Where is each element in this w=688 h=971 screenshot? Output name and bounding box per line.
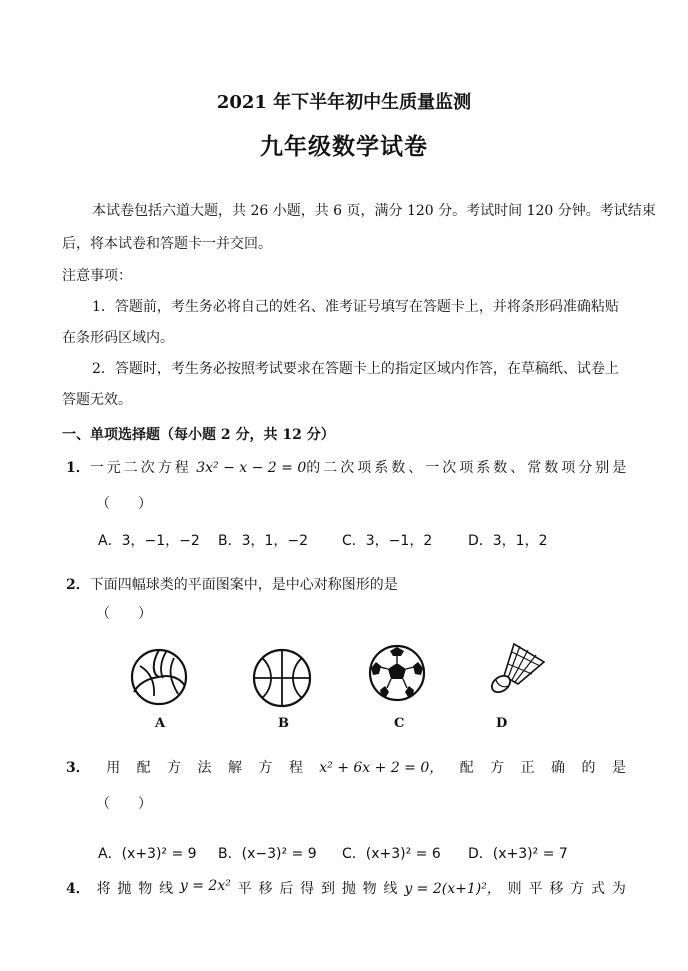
question-1-option-b: B．3，1，−2	[218, 533, 309, 549]
question-3-option-b: B．(x−3)² = 9	[218, 846, 317, 862]
question-3-word: 确	[551, 760, 566, 776]
note-2-line-2: 答题无效。	[62, 392, 132, 408]
question-1-number: 1．	[66, 460, 90, 476]
question-4-word: 抛	[117, 881, 132, 897]
question-3-word: 程	[288, 760, 303, 776]
question-1-text-after: 的二次项系数、一次项系数、常数项分别是	[306, 460, 630, 476]
question-4-word: 线	[159, 881, 174, 897]
question-4-word: 线	[383, 881, 398, 897]
question-3-word: 方	[167, 760, 182, 776]
question-4-word: 到	[321, 881, 335, 897]
question-3-equation: x² + 6x + 2 = 0，	[319, 760, 444, 776]
volleyball-icon	[130, 648, 188, 706]
question-3-word: 方	[258, 760, 273, 776]
question-4-equation-2: y = 2(x+1)²，	[404, 881, 501, 897]
question-2	[66, 574, 398, 594]
question-1-option-d: D．3，1，2	[468, 533, 548, 549]
question-1-option-c: C．3，−1，2	[342, 533, 433, 549]
question-1	[66, 457, 630, 477]
section-1-heading: 一、单项选择题（每小题 2 分，共 12 分）	[62, 427, 335, 443]
question-1-option-a: A．3，−1，−2	[98, 533, 200, 549]
question-4-word: 抛	[341, 881, 356, 897]
question-4-word: 平	[237, 881, 252, 897]
question-3-option-c: C．(x+3)² = 6	[342, 846, 441, 862]
question-3-word: 解	[227, 760, 242, 776]
question-3-word: 法	[197, 760, 212, 776]
question-3-word: 配	[136, 760, 151, 776]
question-4-word: 将	[96, 881, 111, 897]
question-3-number: 3．	[66, 760, 90, 776]
note-1-line-1: 1．答题前，考生务必将自己的姓名、准考证号填写在答题卡上，并将条形码准确粘贴	[92, 299, 619, 315]
exam-title: 2021 年下半年初中生质量监测	[216, 92, 472, 113]
basketball-icon	[252, 648, 312, 708]
question-4-equation-1: y = 2x²	[179, 878, 231, 894]
question-1-equation: 3x² − x − 2 = 0	[196, 460, 307, 476]
question-4	[66, 878, 626, 898]
question-4-word: 移	[258, 881, 273, 897]
intro-line-2: 后，将本试卷和答题卡一并交回。	[62, 236, 272, 252]
question-4-word: 后	[279, 881, 294, 897]
question-4-word: 式	[590, 881, 605, 897]
soccer-ball-icon	[368, 644, 426, 702]
question-2-blank: （ ）	[96, 606, 152, 622]
question-2-label-d: D	[496, 716, 508, 731]
notes-heading: 注意事项：	[62, 268, 132, 284]
question-4-word: 方	[570, 881, 585, 897]
question-4-word: 得	[300, 881, 315, 897]
note-1-line-2: 在条形码区域内。	[62, 330, 174, 346]
exam-subtitle: 九年级数学试卷	[260, 133, 428, 160]
intro-line-1: 本试卷包括六道大题，共 26 小题，共 6 页，满分 120 分。考试时间 120 分钟。考试结束	[92, 203, 656, 219]
question-3	[66, 757, 626, 777]
question-2-number: 2．	[66, 577, 90, 593]
question-2-text: 下面四幅球类的平面图案中，是中心对称图形的是	[89, 577, 398, 593]
question-3-word: 的	[581, 760, 596, 776]
question-3-blank: （ ）	[96, 796, 152, 812]
question-4-number: 4．	[66, 881, 90, 897]
question-3-word: 用	[106, 760, 121, 776]
question-2-label-c: C	[394, 716, 405, 731]
question-1-blank: （ ）	[96, 496, 152, 512]
question-3-word: 是	[611, 760, 626, 776]
question-2-label-a: A	[155, 716, 166, 731]
question-4-word: 为	[611, 881, 626, 897]
note-2-line-1: 2．答题时，考生务必按照考试要求在答题卡上的指定区域内作答，在草稿纸、试卷上	[92, 361, 619, 377]
question-4-word: 平	[528, 881, 543, 897]
question-4-word: 物	[138, 881, 153, 897]
question-4-word: 物	[362, 881, 377, 897]
question-3-word: 方	[490, 760, 505, 776]
question-4-word: 则	[507, 881, 522, 897]
shuttlecock-icon	[484, 640, 548, 696]
question-3-option-d: D．(x+3)² = 7	[468, 846, 568, 862]
question-3-word: 正	[520, 760, 535, 776]
question-3-word: 配	[459, 760, 474, 776]
question-3-option-a: A．(x+3)² = 9	[98, 846, 197, 862]
question-4-word: 移	[549, 881, 564, 897]
question-2-label-b: B	[278, 716, 289, 731]
question-1-text-before: 一元二次方程	[89, 460, 192, 476]
